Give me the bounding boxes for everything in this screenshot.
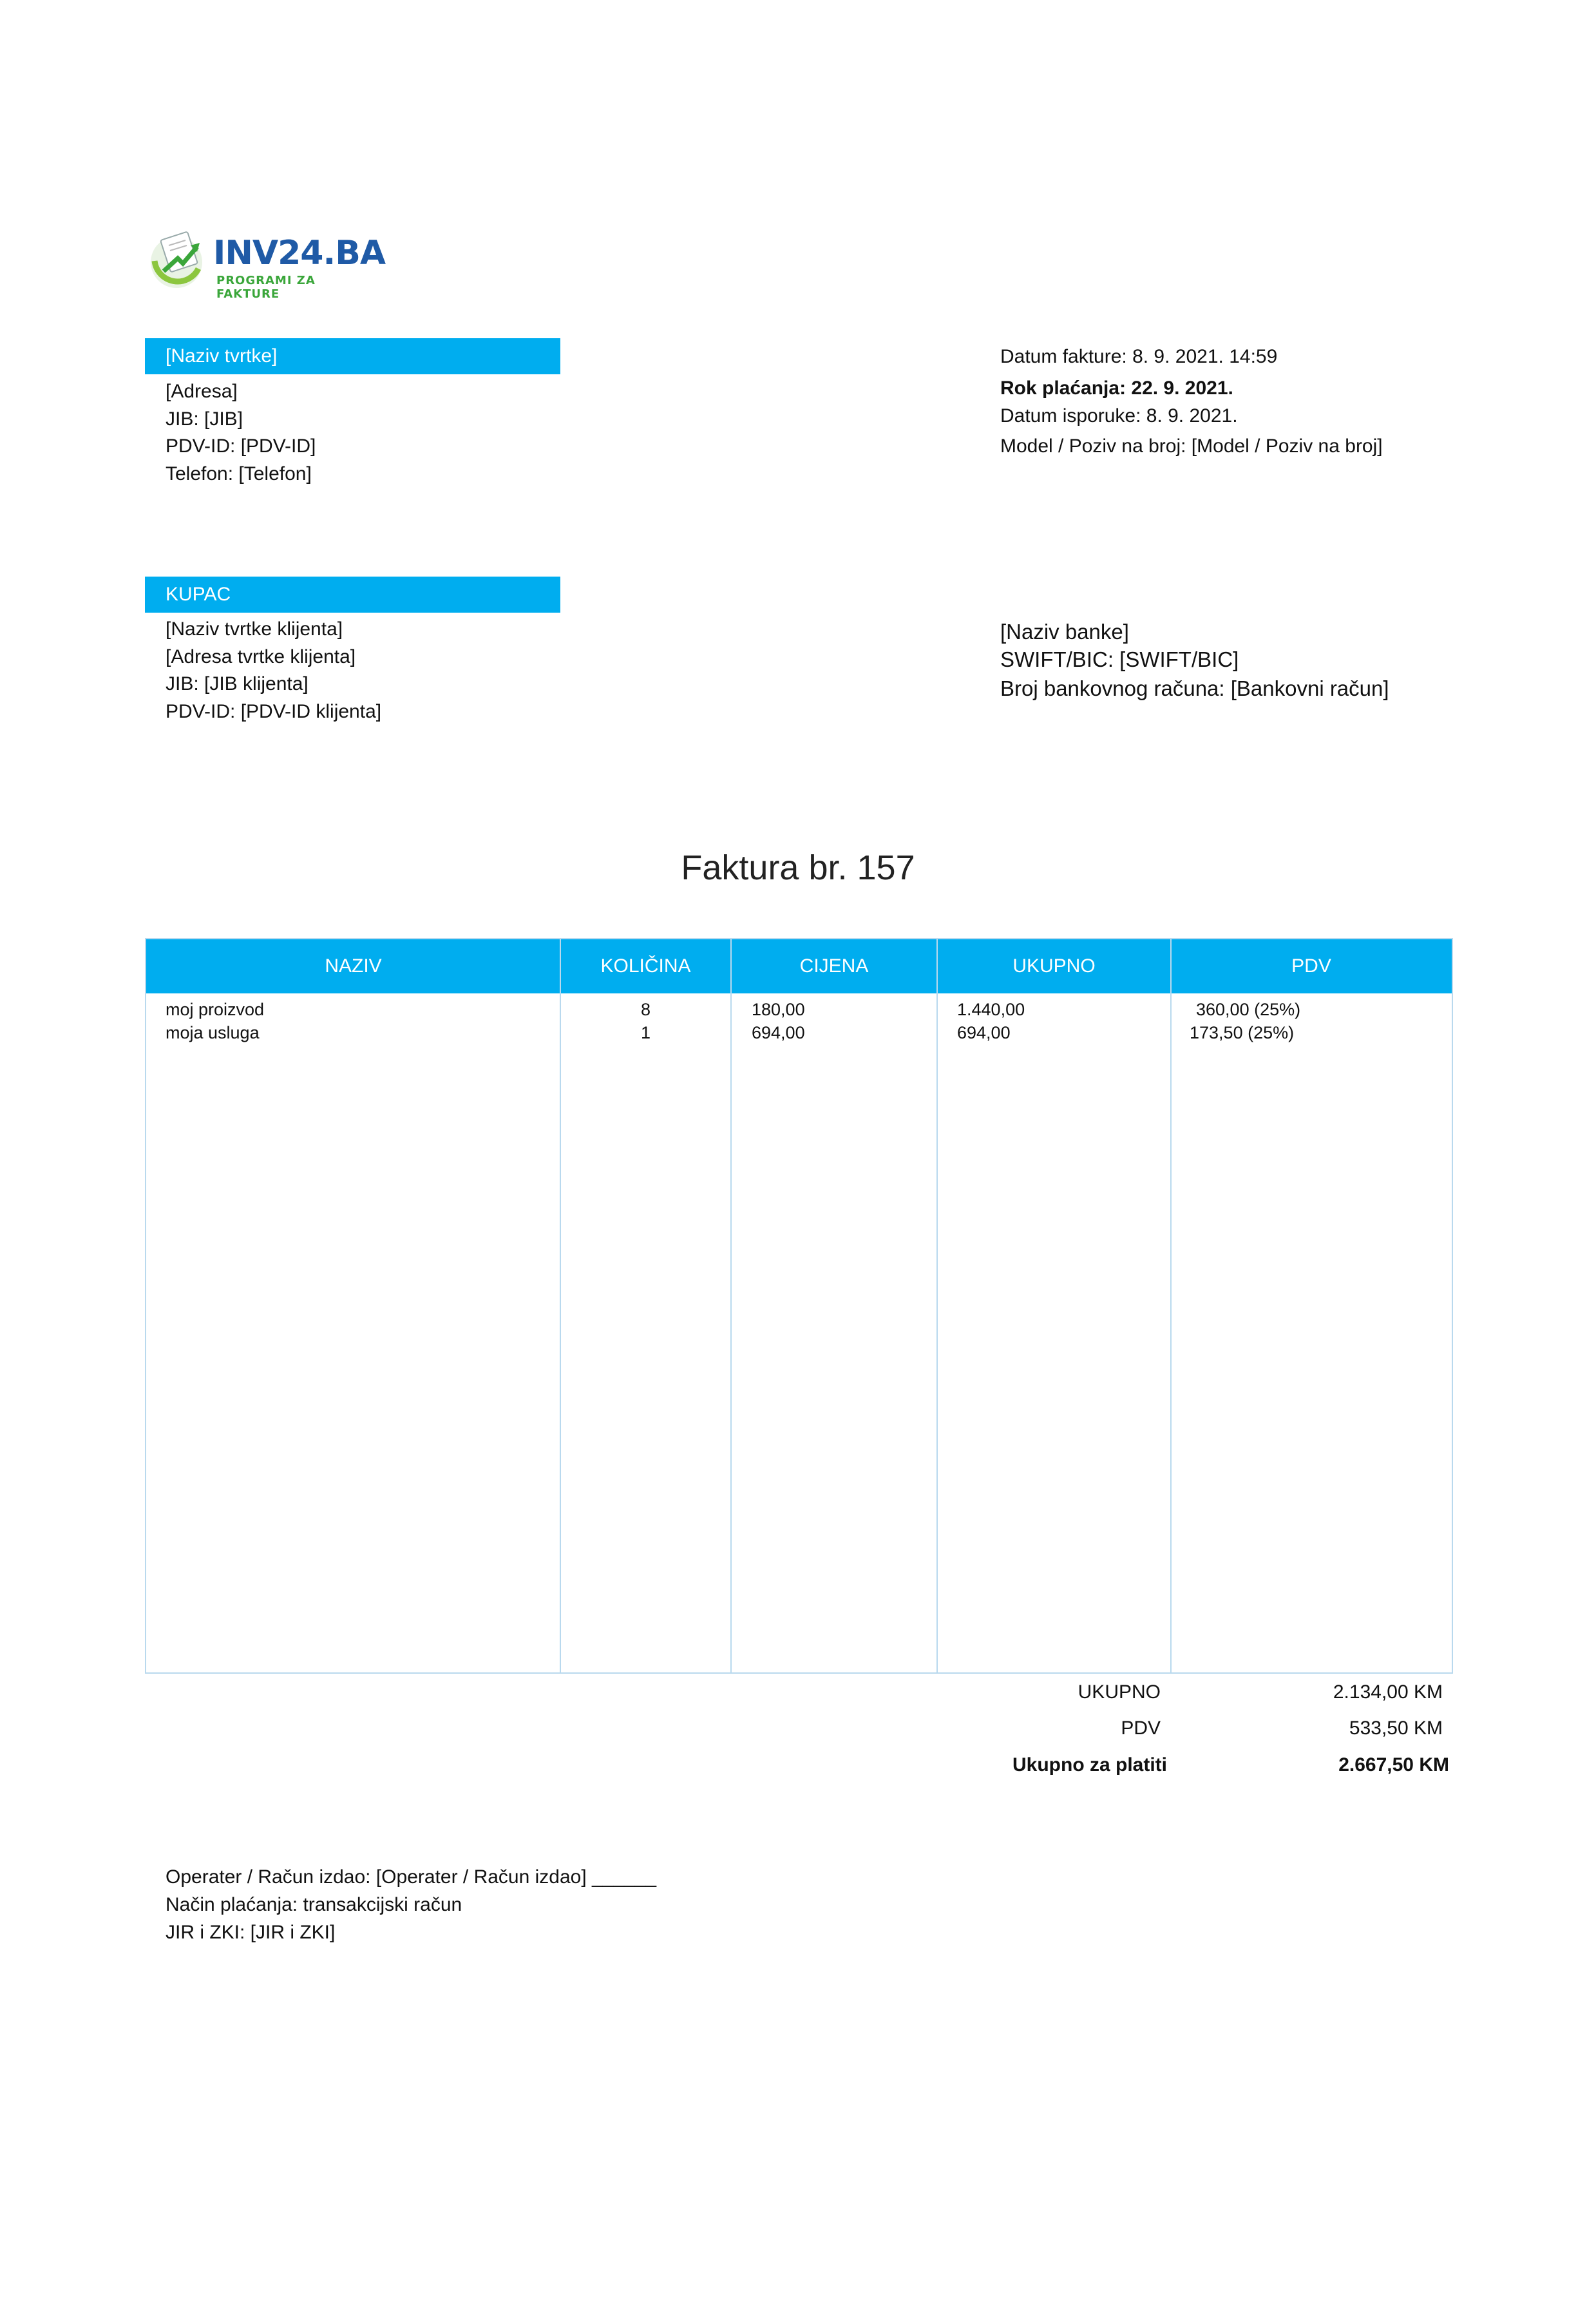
header-kolicina: KOLIČINA: [600, 955, 691, 977]
row-1-kolicina: 8: [640, 1000, 651, 1019]
row-1-ukupno: 1.440,00: [957, 1000, 1025, 1019]
tax-label: PDV: [1121, 1718, 1161, 1739]
buyer-jib: JIB: [JIB klijenta]: [166, 673, 309, 694]
buyer-pdv-id: PDV-ID: [PDV-ID klijenta]: [166, 701, 382, 722]
table-header: [146, 939, 1452, 993]
header-pdv: PDV: [1291, 955, 1331, 977]
payment-due-date: Rok plaćanja: 22. 9. 2021.: [1000, 378, 1233, 399]
seller-jib: JIB: [JIB]: [166, 408, 243, 430]
company-logo: [146, 229, 386, 301]
bank-swift: SWIFT/BIC: [SWIFT/BIC]: [1000, 647, 1239, 671]
row-2-pdv: 173,50 (25%): [1190, 1023, 1295, 1042]
bank-name: [Naziv banke]: [1000, 620, 1129, 644]
items-table: [145, 938, 1453, 1674]
header-naziv: NAZIV: [325, 955, 382, 977]
logo-tagline: PROGRAMI ZA FAKTURE: [216, 274, 316, 301]
row-1-naziv: moj proizvod: [166, 1000, 265, 1019]
bank-account: Broj bankovnog računa: [Bankovni račun]: [1000, 676, 1389, 700]
column-divider: [936, 939, 938, 1672]
header-ukupno: UKUPNO: [1012, 955, 1096, 977]
buyer-address: [Adresa tvrtke klijenta]: [166, 646, 356, 667]
row-2-naziv: moja usluga: [166, 1023, 260, 1042]
row-1-cijena: 180,00: [752, 1000, 805, 1019]
row-2-kolicina: 1: [640, 1023, 651, 1042]
row-1-pdv: 360,00 (25%): [1196, 1000, 1301, 1019]
buyer-name: [Naziv tvrtke klijenta]: [166, 618, 343, 640]
logo-name: INV24.BA: [213, 234, 386, 273]
total-label: Ukupno za platiti: [1012, 1754, 1167, 1775]
row-2-cijena: 694,00: [752, 1023, 805, 1042]
buyer-heading: KUPAC: [145, 577, 560, 613]
operator-line: Operater / Račun izdao: [Operater / Račun izdao] ______: [166, 1866, 657, 1888]
subtotal-label: UKUPNO: [1078, 1681, 1161, 1703]
invoice-title: Faktura br. 157: [681, 848, 915, 887]
total-value: 2.667,50 KM: [1338, 1754, 1449, 1775]
delivery-date: Datum isporuke: 8. 9. 2021.: [1000, 405, 1238, 426]
column-divider: [1170, 939, 1172, 1672]
seller-address: [Adresa]: [166, 381, 238, 402]
seller-name: [Naziv tvrtke]: [145, 338, 560, 374]
payment-method: Način plaćanja: transakcijski račun: [166, 1894, 462, 1915]
logo-icon: [146, 229, 210, 290]
column-divider: [560, 939, 561, 1672]
seller-phone: Telefon: [Telefon]: [166, 463, 312, 484]
payment-reference: Model / Poziv na broj: [Model / Poziv na broj]: [1000, 435, 1383, 457]
seller-pdv-id: PDV-ID: [PDV-ID]: [166, 435, 316, 457]
header-cijena: CIJENA: [799, 955, 869, 977]
subtotal-value: 2.134,00 KM: [1333, 1681, 1443, 1703]
tax-value: 533,50 KM: [1349, 1718, 1443, 1739]
row-2-ukupno: 694,00: [957, 1023, 1011, 1042]
invoice-date: Datum fakture: 8. 9. 2021. 14:59: [1000, 346, 1278, 367]
jir-zki: JIR i ZKI: [JIR i ZKI]: [166, 1922, 336, 1943]
column-divider: [730, 939, 732, 1672]
